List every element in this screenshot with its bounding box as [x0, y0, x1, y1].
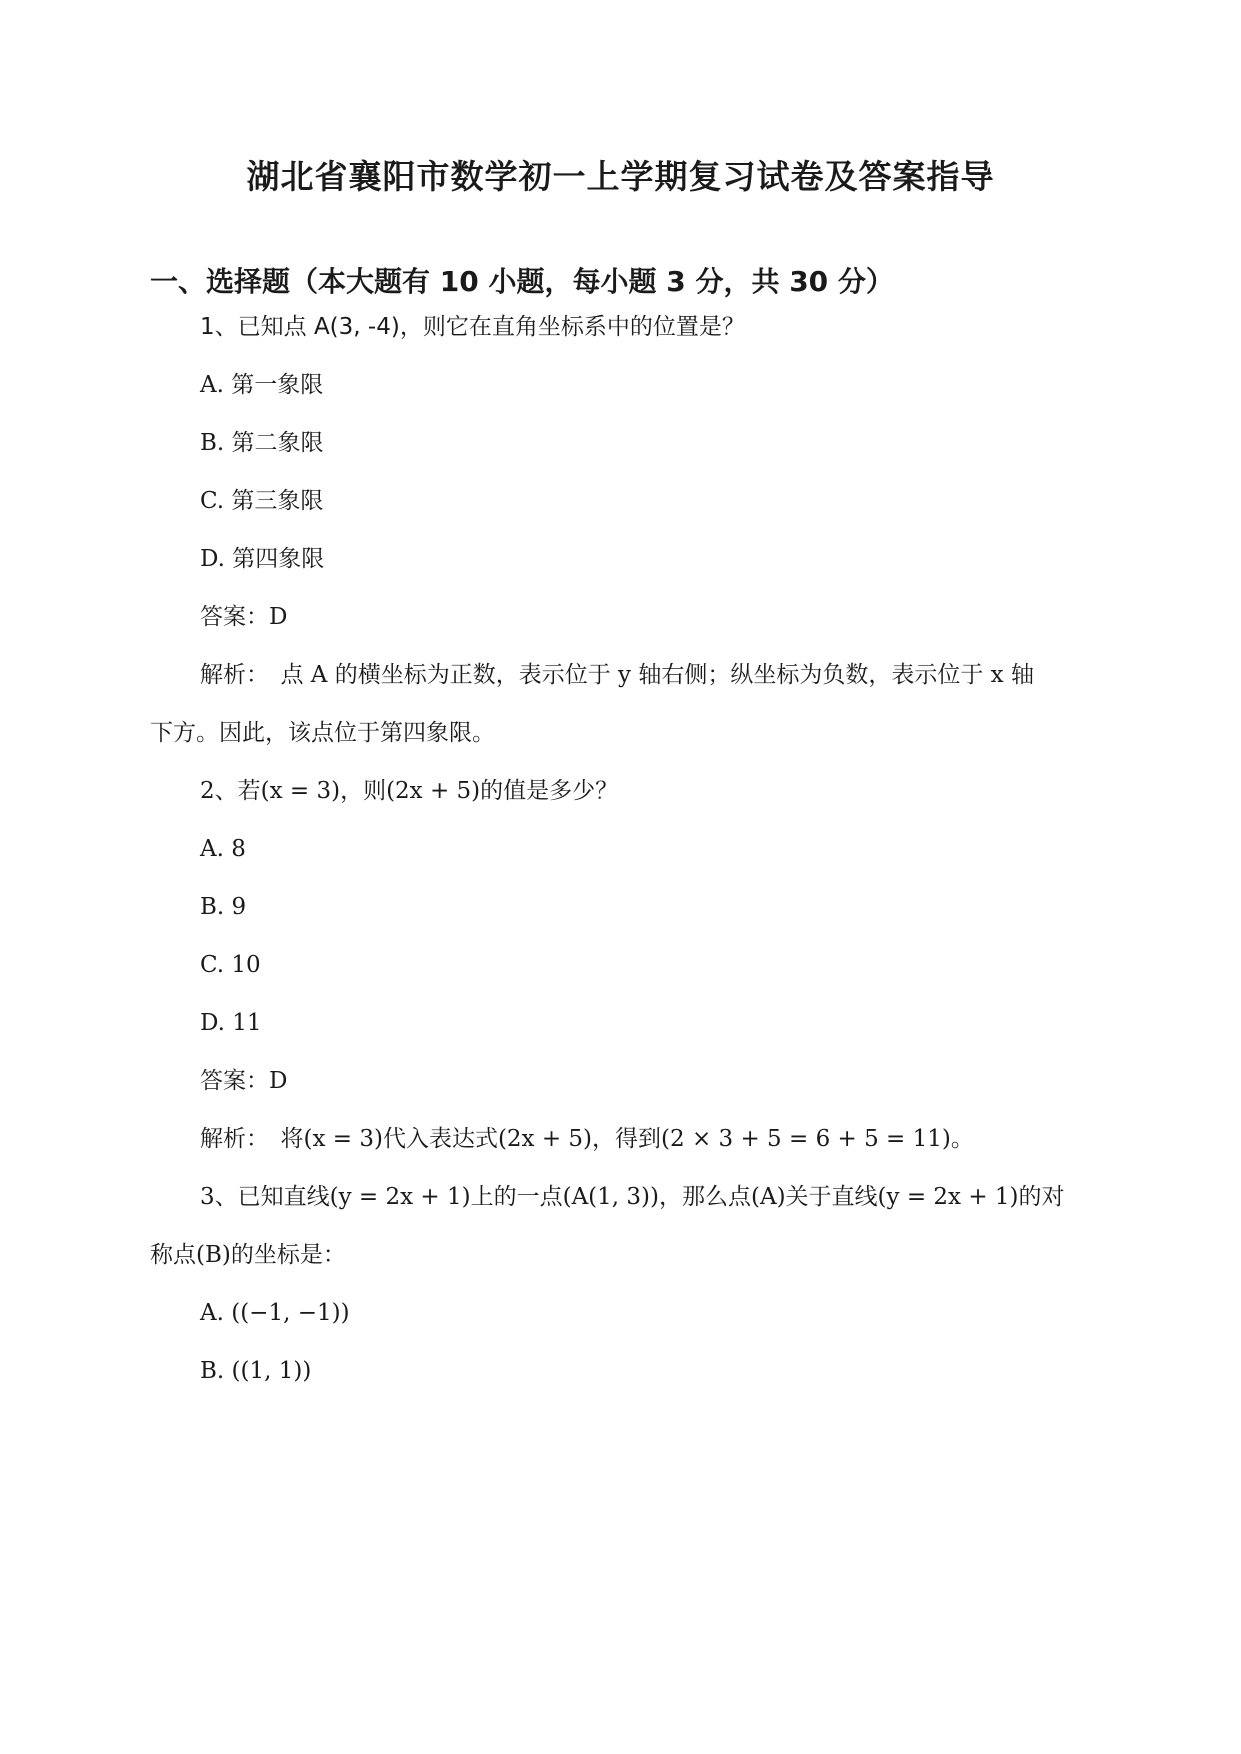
- page-title: 湖北省襄阳市数学初一上学期复习试卷及答案指导: [246, 157, 995, 196]
- question-3-stem-continued: 称点(B)的坐标是：: [150, 1242, 346, 1268]
- question-2-option-b: B. 9: [200, 894, 247, 920]
- question-1-analysis-continued: 下方。因此，该点位于第四象限。: [150, 720, 495, 746]
- question-2-analysis: 解析： 将(x = 3)代入表达式(2x + 5)，得到(2 × 3 + 5 = 6 + 5 = 11)。: [200, 1126, 974, 1152]
- question-3-option-a: A. ((−1, −1)): [200, 1300, 350, 1326]
- question-2-answer: 答案：D: [200, 1068, 288, 1094]
- question-1-option-b: B. 第二象限: [200, 430, 324, 456]
- question-1-analysis: 解析： 点 A 的横坐标为正数，表示位于 y 轴右侧；纵坐标为负数，表示位于 x 轴: [200, 662, 1034, 688]
- question-2-option-d: D. 11: [200, 1010, 262, 1036]
- question-1-option-c: C. 第三象限: [200, 488, 324, 514]
- section-heading: 一、选择题（本大题有 10 小题，每小题 3 分，共 30 分）: [150, 265, 894, 298]
- question-1-stem: 1、已知点 A(3, -4)，则它在直角坐标系中的位置是？: [200, 314, 745, 340]
- question-1-option-d: D. 第四象限: [200, 546, 325, 572]
- question-1-answer: 答案：D: [200, 604, 288, 630]
- question-2-stem: 2、若(x = 3)，则(2x + 5)的值是多少？: [200, 778, 619, 804]
- question-1-option-a: A. 第一象限: [200, 372, 324, 398]
- question-2-option-c: C. 10: [200, 952, 261, 978]
- question-3-stem: 3、已知直线(y = 2x + 1)上的一点(A(1, 3))，那么点(A)关于直线(y = 2x + 1)的对: [200, 1184, 1065, 1210]
- question-2-option-a: A. 8: [200, 836, 246, 862]
- question-3-option-b: B. ((1, 1)): [200, 1358, 312, 1384]
